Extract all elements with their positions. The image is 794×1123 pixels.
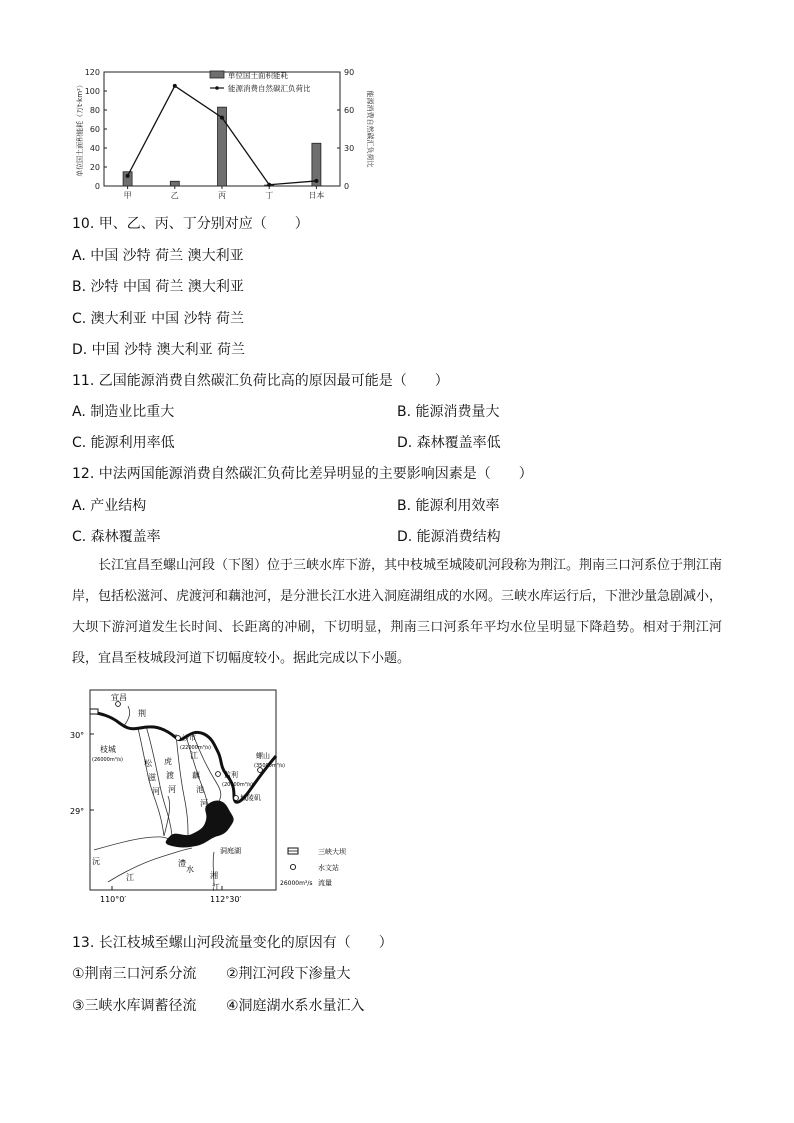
station-yichang — [116, 702, 121, 707]
q11-option-d: D. 森林覆盖率低 — [397, 435, 501, 451]
label-jianli-flow: (20000m³/s) — [222, 782, 253, 788]
lon-110-label: 110°0′ — [100, 895, 127, 904]
q12-option-d: D. 能源消费结构 — [397, 529, 501, 545]
question-11-stem: 11. 乙国能源消费自然碳汇负荷比高的原因最可能是（ ） — [72, 373, 449, 389]
xiang-river — [213, 852, 214, 886]
y2-tick-label: 60 — [344, 106, 355, 115]
line-point-日本 — [314, 179, 318, 183]
q11-option-c: C. 能源利用率低 — [72, 435, 175, 451]
q13-option-2: ②荆江河段下渗量大 — [226, 966, 351, 982]
svg-text:河: 河 — [152, 787, 160, 796]
svg-text:池: 池 — [196, 785, 204, 794]
label-zhicheng-flow: (26000m³/s) — [92, 757, 123, 763]
label-dongting-lake: 洞庭湖 — [220, 847, 241, 855]
y-tick-label: 60 — [89, 125, 100, 134]
river-map — [68, 686, 368, 908]
svg-text:虎: 虎 — [164, 757, 172, 766]
legend-line-label: 能源消费自然碳汇负荷比 — [228, 84, 311, 93]
legend-flow-value: 26000m³/s — [280, 880, 313, 887]
li-river — [94, 837, 176, 850]
lon-112-label: 112°30′ — [210, 895, 242, 904]
three-gorges-dam-symbol — [90, 709, 98, 714]
question-13-stem: 13. 长江枝城至螺山河段流量变化的原因有（ ） — [72, 935, 393, 951]
x-tick-label-乙: 乙 — [170, 191, 179, 200]
legend-station-label: 水文站 — [318, 864, 339, 872]
y-axis-title: 单位国土面积能耗（万t·km²） — [76, 81, 84, 177]
q13-option-1: ①荆南三口河系分流 — [72, 966, 197, 982]
legend-bar-swatch — [210, 71, 224, 78]
label-chenglingji: 城陵矶 — [240, 794, 261, 802]
x-tick-label-日本: 日本 — [308, 191, 325, 200]
legend-station-icon — [290, 864, 295, 869]
q11-option-b: B. 能源消费量大 — [397, 404, 500, 420]
line-point-甲 — [126, 174, 130, 178]
label-zhicheng: 枝城 — [100, 745, 116, 754]
svg-text:藕: 藕 — [192, 771, 200, 780]
q11-option-a: A. 制造业比重大 — [72, 404, 175, 420]
svg-text:沅: 沅 — [92, 857, 100, 866]
svg-text:荆: 荆 — [138, 709, 146, 718]
q12-option-c: C. 森林覆盖率 — [72, 529, 161, 545]
svg-text:渡: 渡 — [166, 771, 174, 780]
label-shashi: 沙市 — [182, 734, 196, 742]
x-tick-label-丁: 丁 — [265, 191, 274, 200]
x-tick-label-丙: 丙 — [218, 191, 226, 200]
q10-option-d: D. 中国 沙特 澳大利亚 荷兰 — [72, 342, 246, 358]
y-tick-label: 80 — [89, 106, 100, 115]
passage — [72, 550, 722, 674]
svg-text:江: 江 — [190, 751, 198, 760]
svg-text:湘: 湘 — [210, 871, 218, 880]
link-channel — [164, 796, 170, 836]
y2-tick-label: 0 — [344, 182, 350, 191]
y2-tick-label: 90 — [344, 68, 355, 77]
svg-text:水: 水 — [186, 865, 194, 874]
station-shashi — [176, 736, 181, 741]
svg-text:河: 河 — [168, 785, 176, 794]
label-luoshan: 螺山 — [256, 752, 270, 760]
label-shashi-flow: (22000m³/s) — [180, 745, 211, 751]
passage-text: 长江宜昌至螺山河段（下图）位于三峡水库下游，其中枝城至城陵矶河段称为荆江。荆南三口河系位于荆江南岸，包括松滋河、虎渡河和藕池河，是分泄长江水进入洞庭湖组成的水网。三峡水库运行后，下泄沙量急剧减小，大坝下游河道发生长时间、长距离的冲刷，下切明显，荆南三口河系年平均水位呈明显下降趋势。相对于荆江河段，宜昌至枝城段河道下切幅度较小。据此完成以下小题。 — [72, 558, 723, 666]
legend-flow-label: 流量 — [318, 879, 332, 887]
y-tick-label: 100 — [84, 87, 100, 96]
legend-dam-label: 三峡大坝 — [318, 848, 346, 856]
y-tick-label: 20 — [89, 163, 100, 172]
question-10-stem: 10. 甲、乙、丙、丁分别对应（ ） — [72, 216, 309, 232]
svg-text:江: 江 — [126, 873, 134, 882]
energy-chart — [70, 64, 380, 204]
line-point-丁 — [267, 183, 271, 187]
lat-30-label: 30° — [70, 731, 85, 740]
q13-option-3: ③三峡水库调蓄径流 — [72, 998, 197, 1014]
label-jianli: 监利 — [224, 771, 238, 779]
svg-text:河: 河 — [200, 799, 208, 808]
station-chenglingji — [234, 796, 239, 801]
map-legend — [280, 847, 347, 887]
q12-option-a: A. 产业结构 — [72, 498, 147, 514]
question-12-stem: 12. 中法两国能源消费自然碳汇负荷比差异明显的主要影响因素是（ ） — [72, 466, 533, 482]
minor-stream — [124, 706, 130, 726]
svg-text:松: 松 — [144, 759, 152, 768]
q13-option-4: ④洞庭湖水系水量汇入 — [226, 998, 365, 1014]
river-characters — [92, 708, 220, 892]
q10-option-c: C. 澳大利亚 中国 沙特 荷兰 — [72, 311, 245, 327]
label-yichang: 宜昌 — [111, 693, 127, 702]
q10-option-a: A. 中国 沙特 荷兰 澳大利亚 — [72, 248, 244, 264]
y2-tick-label: 30 — [344, 144, 355, 153]
q10-option-b: B. 沙特 中国 荷兰 澳大利亚 — [72, 279, 244, 295]
station-jianli — [216, 772, 221, 777]
q12-option-b: B. 能源利用效率 — [397, 498, 500, 514]
y-tick-label: 0 — [94, 182, 100, 191]
legend-bar-label: 单位国土面积能耗 — [228, 71, 288, 80]
y-tick-label: 120 — [84, 68, 100, 77]
bar-乙 — [170, 181, 179, 186]
line-point-丙 — [220, 116, 224, 120]
x-tick-label-甲: 甲 — [123, 191, 132, 200]
svg-text:江: 江 — [212, 883, 220, 892]
y-tick-label: 40 — [89, 144, 100, 153]
y2-axis-title: 能源消费自然碳汇负荷比 — [366, 90, 374, 168]
svg-text:滋: 滋 — [148, 773, 156, 782]
lat-29-label: 29° — [70, 807, 85, 816]
legend-line-marker — [215, 86, 219, 90]
line-point-乙 — [173, 84, 177, 88]
svg-text:澧: 澧 — [178, 859, 186, 868]
label-luoshan-flow: (35000m³/s) — [254, 763, 285, 769]
